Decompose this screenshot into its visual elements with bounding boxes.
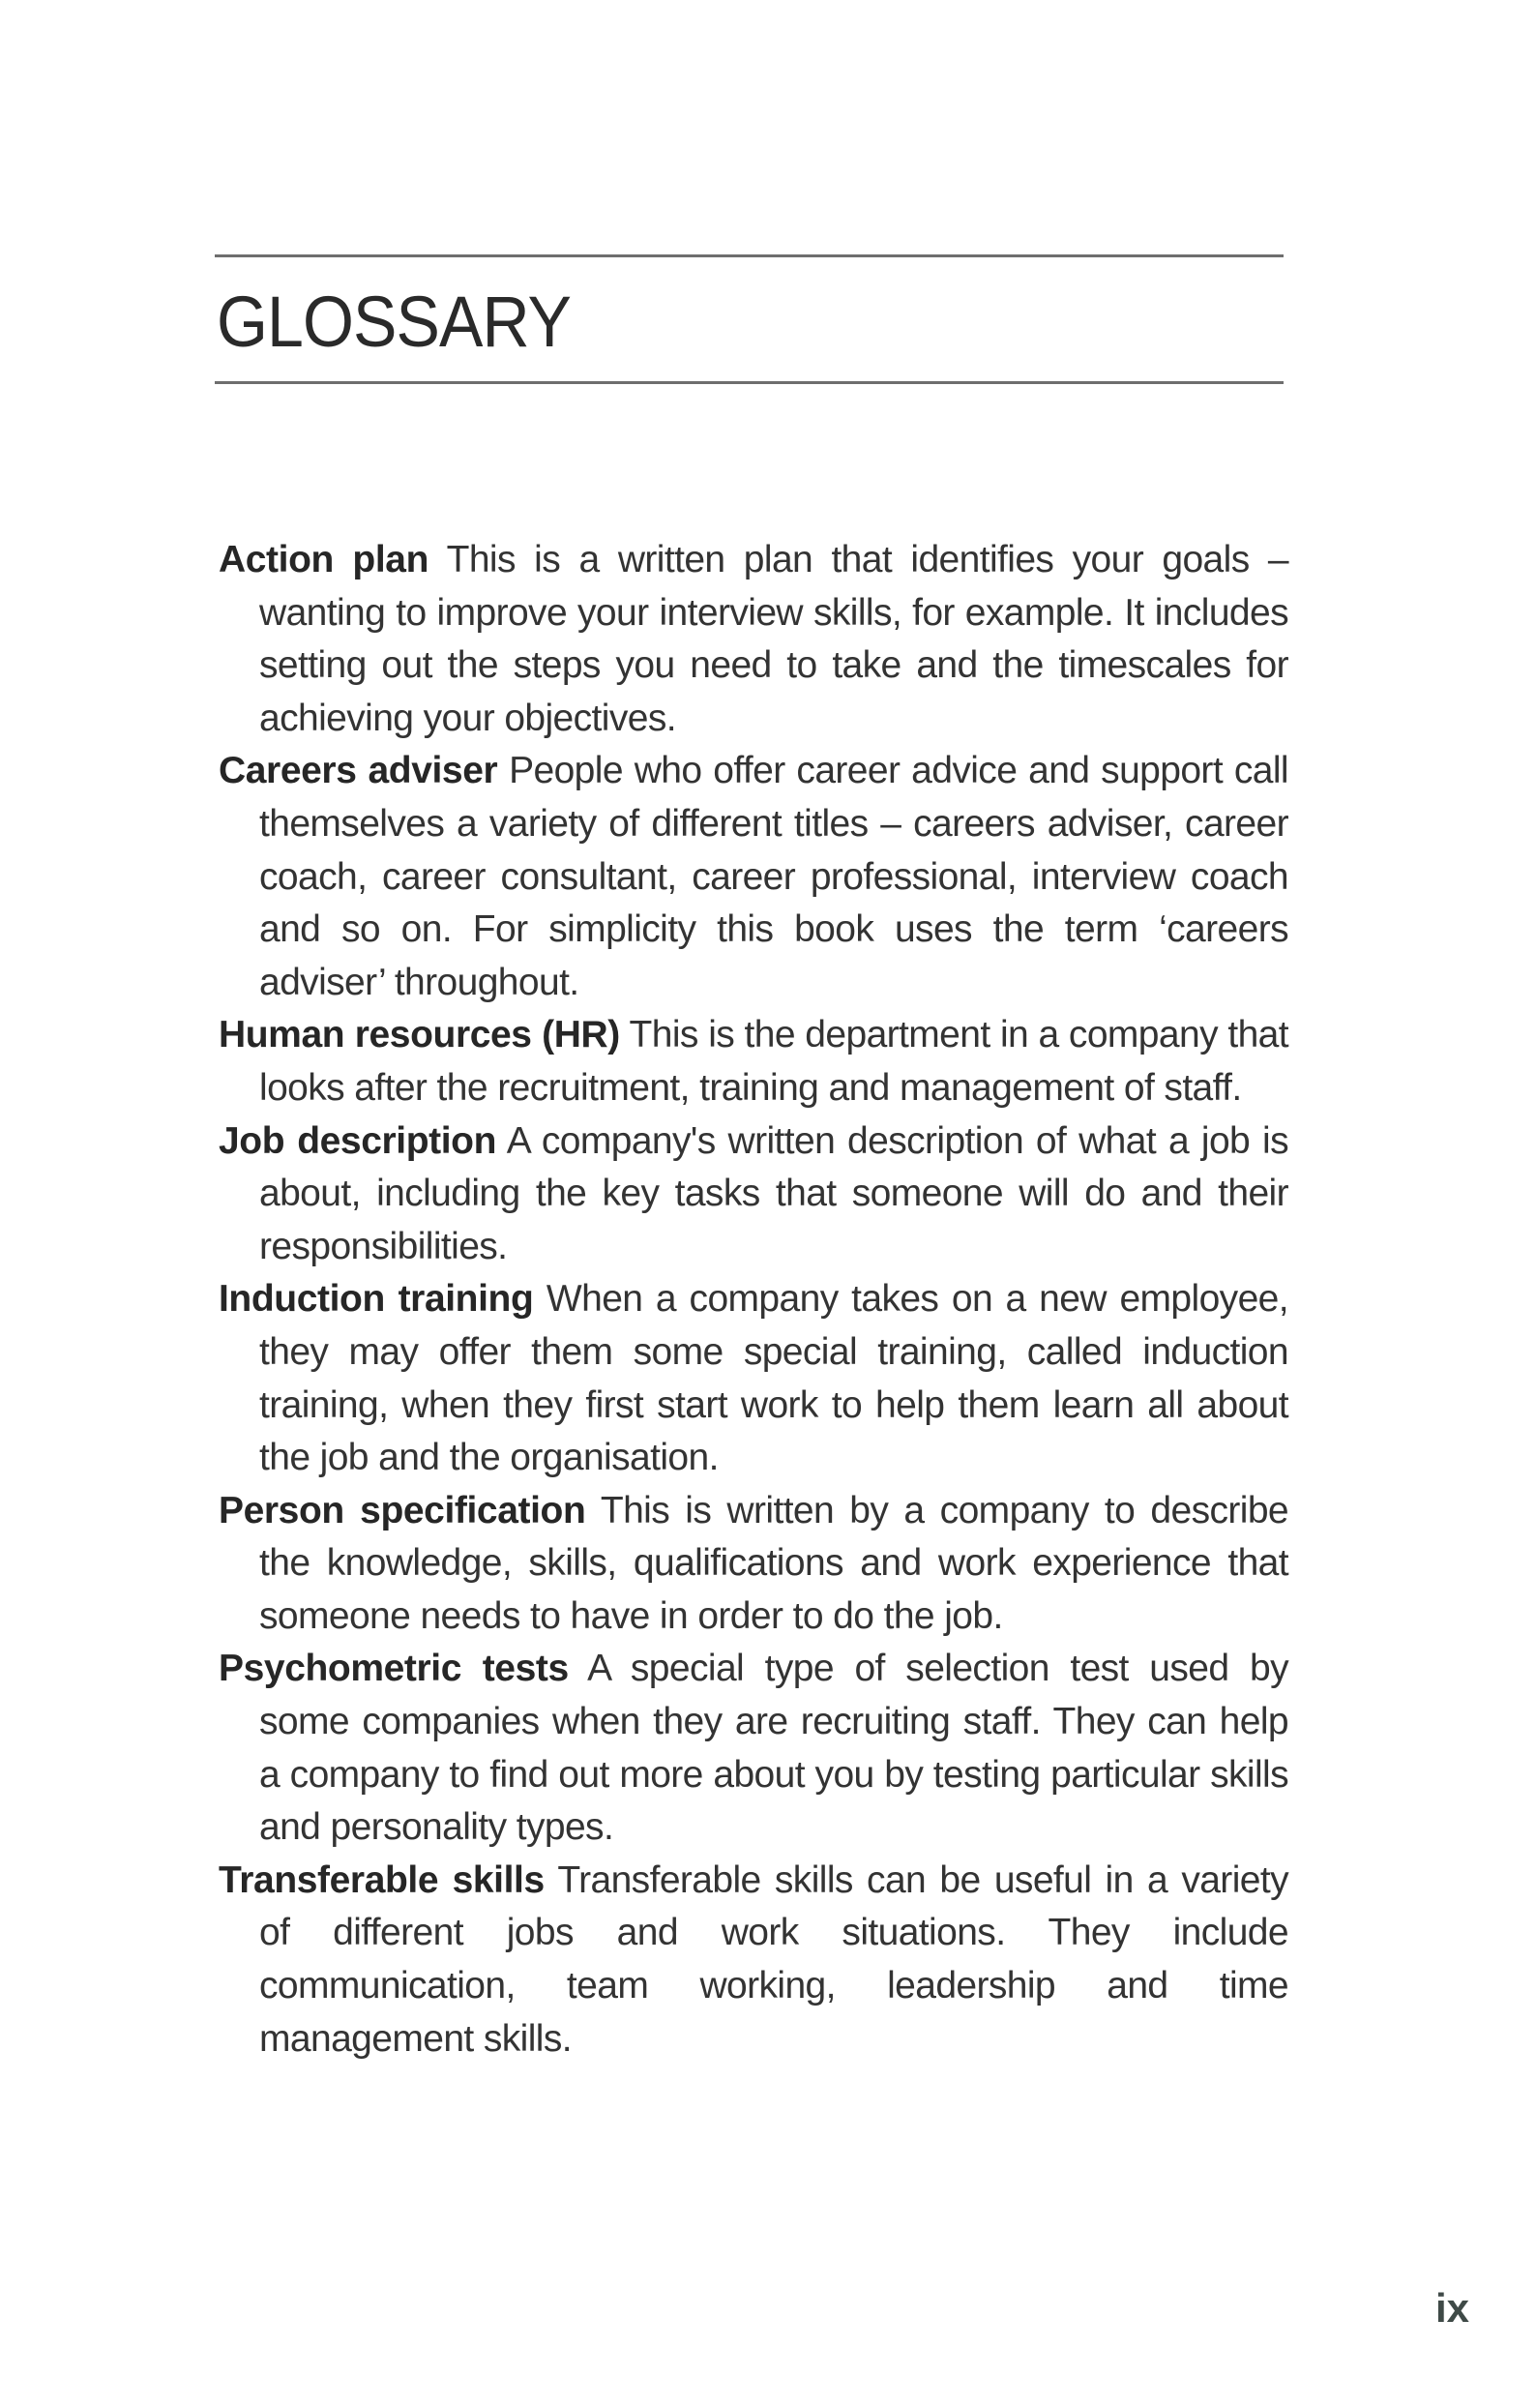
- glossary-definition: Transferable skills can be useful in a variety of different jobs and work situations. They include communication, team working, leadership and time management skills.: [259, 1858, 1288, 2060]
- glossary-term: Action plan: [219, 539, 428, 580]
- glossary-term: Transferable skills: [219, 1858, 545, 1901]
- page-title: GLOSSARY: [217, 282, 571, 362]
- glossary-entry-transferable-skills: [219, 1855, 1288, 2066]
- glossary-term: Psychometric tests: [219, 1648, 569, 1690]
- glossary-definition: A special type of selection test used by some companies when they are recruiting staff. They can help a company to find out more about you by testing particular skills and personality types.: [259, 1648, 1288, 1849]
- glossary-entry-induction-training: [219, 1273, 1288, 1484]
- glossary-entry-human-resources: [219, 1009, 1288, 1115]
- heading-top-rule: [215, 254, 1284, 257]
- glossary-definition: When a company takes on a new employee, they may offer them some special training, called induction training, when they first start work to help them learn all about the job and the organisation.: [259, 1278, 1288, 1479]
- glossary-definition: This is a written plan that identifies your goals – wanting to improve your interview skills, for example. It includes setting out the steps you need to take and the timescales for achieving your objectives.: [259, 539, 1289, 739]
- glossary-entry-person-specification: [219, 1485, 1288, 1644]
- glossary-definition: A company's written description of what a job is about, including the key tasks that someone will do and their responsibilities.: [259, 1119, 1288, 1267]
- glossary-term: Careers adviser: [219, 750, 498, 792]
- glossary-entry-job-description: [219, 1115, 1288, 1274]
- glossary-list: [219, 534, 1288, 2066]
- glossary-definition: This is written by a company to describe the knowledge, skills, qualifications and work experience that someone needs to have in order to do the job.: [259, 1489, 1289, 1637]
- glossary-entry-action-plan: [219, 534, 1288, 745]
- glossary-definition: This is the department in a company that looks after the recruitment, training and management of staff.: [259, 1014, 1288, 1109]
- glossary-entry-psychometric-tests: [219, 1643, 1288, 1854]
- glossary-term: Human resources (HR): [219, 1014, 620, 1056]
- page-number: ix: [1435, 2285, 1470, 2331]
- glossary-term: Job description: [219, 1119, 496, 1162]
- glossary-term: Person specification: [219, 1489, 586, 1531]
- heading-bottom-rule: [215, 381, 1284, 384]
- glossary-definition: People who offer career advice and support call themselves a variety of different titles – careers adviser, career coach, career consultant, career professional, interview coach and so on. For simplicity this book uses the term ‘careers adviser’ throughout.: [259, 750, 1288, 1003]
- glossary-term: Induction training: [219, 1278, 534, 1321]
- glossary-entry-careers-adviser: [219, 745, 1288, 1009]
